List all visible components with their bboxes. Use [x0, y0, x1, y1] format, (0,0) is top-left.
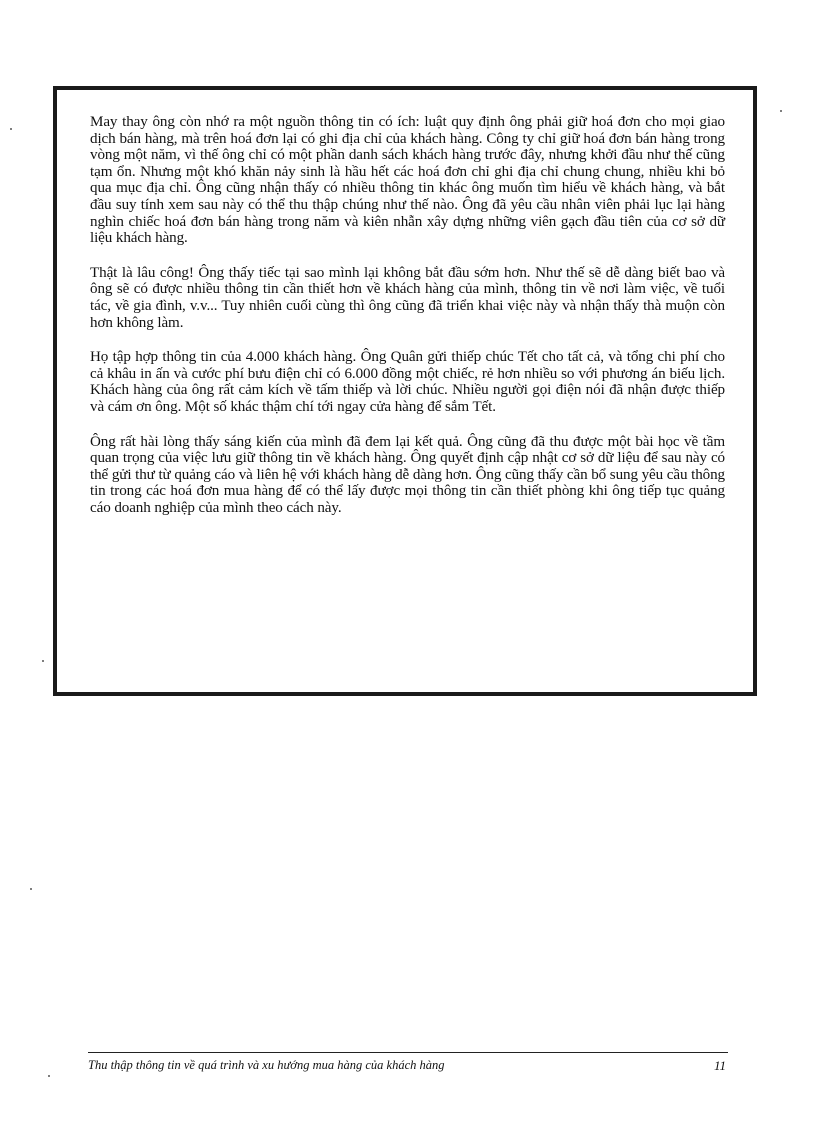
paragraph-1: May thay ông còn nhớ ra một nguồn thông tin có ích: luật quy định ông phải giữ hoá đơn cho mọi giao dịch bán hàng, mà trên hoá đơn lại có ghi địa chỉ của khách hàng. Công ty chỉ giữ hoá đơn bán hàng trong vòng một năm, vì thế ông chỉ có một phần danh sách khách hàng trước đây, nhưng khởi đầu như thế cũng tạm ổn. Nhưng một khó khăn nảy sinh là hầu hết các hoá đơn chỉ ghi địa chỉ chung chung, nhiều khi bỏ qua mục địa chỉ. Ông cũng nhận thấy có nhiều thông tin khác ông muốn tìm hiểu về khách hàng, và bắt đầu suy tính xem sau này có thể thu thập chúng như thế nào. Ông đã yêu cầu nhân viên phải lục lại hàng nghìn chiếc hoá đơn bán hàng trong năm và kiên nhẫn xây dựng những viên gạch đầu tiên của cơ sở dữ liệu khách hàng. — [90, 114, 725, 247]
page-footer — [88, 1052, 728, 1074]
paragraph-2: Thật là lâu công! Ông thấy tiếc tại sao mình lại không bắt đầu sớm hơn. Như thế sẽ dễ dàng biết bao và ông sẽ có được nhiều thông tin cần thiết hơn về khách hàng của mình, thông tin về nơi làm việc, về tuổi tác, về gia đình, v.v... Tuy nhiên cuối cùng thì ông cũng đã triển khai việc này và nhận thấy thà muộn còn hơn không làm. — [90, 264, 725, 331]
content-box — [53, 86, 757, 696]
page-number: 11 — [713, 1058, 726, 1073]
scan-speck — [780, 110, 782, 112]
running-title: Thu thập thông tin về quá trình và xu hướng mua hàng của khách hàng — [88, 1058, 445, 1072]
scan-speck — [10, 128, 12, 130]
paragraph-3: Họ tập hợp thông tin của 4.000 khách hàng. Ông Quân gửi thiếp chúc Tết cho tất cả, và tổng chi phí cho cả khâu in ấn và cước phí bưu điện chỉ có 6.000 đồng một chiếc, rẻ hơn nhiều so với phương án biếu lịch. Khách hàng của ông rất cảm kích về tấm thiếp và lời chúc. Nhiều người gọi điện nói đã nhận được thiếp và cám ơn ông. Một số khác thậm chí tới ngay cửa hàng để sắm Tết. — [90, 349, 725, 415]
paragraph-4: Ông rất hài lòng thấy sáng kiến của mình đã đem lại kết quả. Ông cũng đã thu được một bài học về tầm quan trọng của việc lưu giữ thông tin về khách hàng. Ông quyết định cập nhật cơ sở dữ liệu để sau này có thể gửi thư từ quảng cáo và liên hệ với khách hàng dễ dàng hơn. Ông cũng thấy cần bổ sung yêu cầu thông tin trong các hoá đơn mua hàng để có thể lấy được mọi thông tin cần thiết phòng khi ông tiếp tục quảng cáo doanh nghiệp của mình theo cách này. — [90, 433, 725, 516]
scan-speck — [42, 660, 44, 662]
scan-speck — [30, 888, 32, 890]
scan-speck — [48, 1075, 50, 1077]
